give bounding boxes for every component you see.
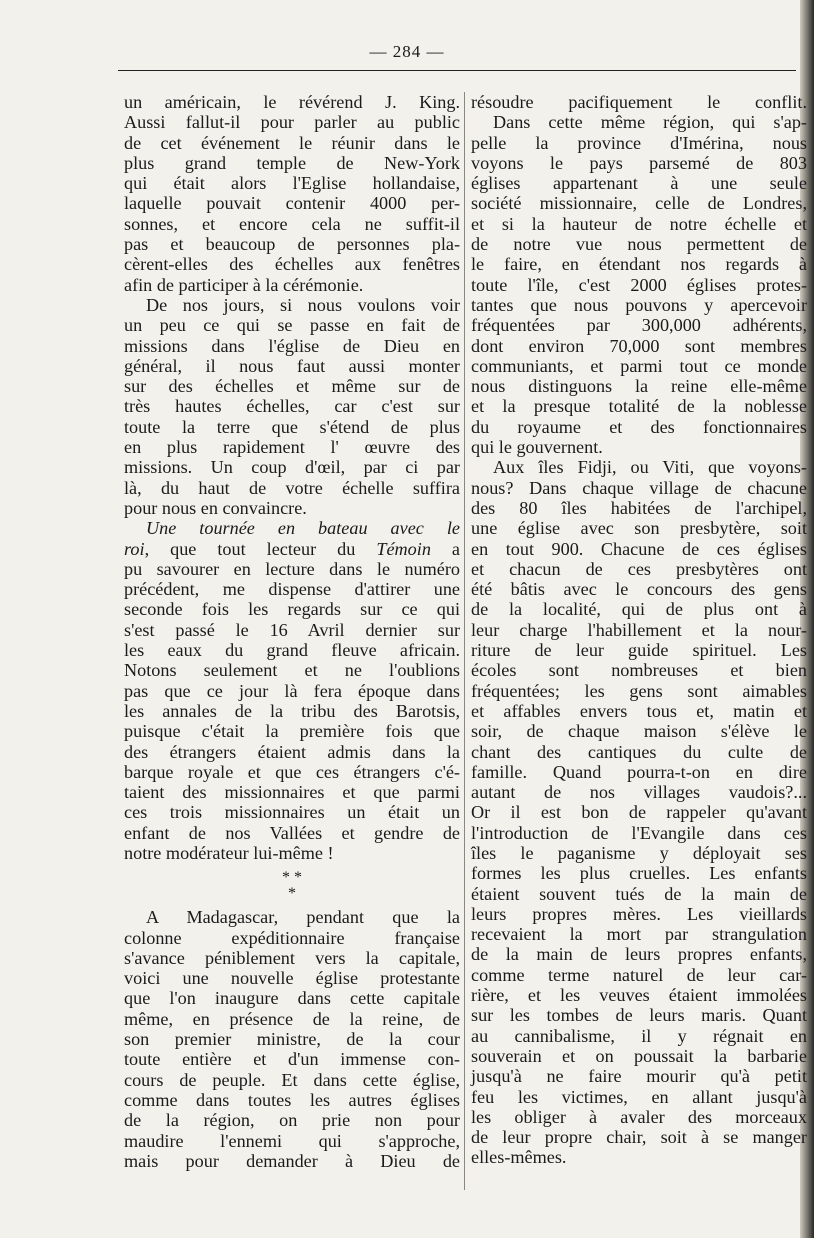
paragraph-line: un américain, le révérend J. King. bbox=[124, 92, 460, 112]
paragraph-line: une église avec son presbytère, soit bbox=[471, 518, 807, 539]
line-text: , que tout lecteur du bbox=[144, 538, 377, 559]
paragraph-line: s'est passé le 16 Avril dernier sur bbox=[124, 619, 460, 640]
paragraph-line: au cannibalisme, il y régnait en bbox=[471, 1025, 807, 1046]
paragraph-line: et affables envers tous et, matin et bbox=[471, 700, 807, 721]
temoin-italic: Témoin bbox=[376, 538, 431, 559]
paragraph-line: pas et beaucoup de personnes pla- bbox=[124, 234, 460, 255]
paragraph-line: barque royale et que ces étrangers c'é- bbox=[124, 761, 460, 782]
paragraph-line: leur charge l'habillement et la nour- bbox=[471, 619, 807, 640]
paragraph-line: nous distinguons la reine elle-même bbox=[471, 376, 807, 397]
paragraph-line: communiants, et parmi tout ce monde bbox=[471, 355, 807, 376]
paragraph-line: en plus rapidement l' œuvre des bbox=[124, 437, 460, 458]
paragraph-line: des 80 îles habitées de l'archipel, bbox=[471, 497, 807, 518]
paragraph-line: missions. Un coup d'œil, par ci par bbox=[124, 457, 460, 478]
paragraph-line: comme dans toutes les autres églises bbox=[124, 1089, 460, 1110]
paragraph-line: puisque c'était la première fois que bbox=[124, 721, 460, 742]
paragraph-line: de leur propre chair, soit à se manger bbox=[471, 1127, 807, 1148]
paragraph-line: que l'on inaugure dans cette capitale bbox=[124, 988, 460, 1009]
paragraph-line: pelle la province d'Imérina, nous bbox=[471, 132, 807, 153]
paragraph-line: missions dans l'église de Dieu en bbox=[124, 335, 460, 356]
paragraph-line: maudire l'ennemi qui s'approche, bbox=[124, 1130, 460, 1151]
paragraph-line: colonne expéditionnaire française bbox=[124, 927, 460, 948]
paragraph-line: chant des cantiques du culte de bbox=[471, 741, 807, 762]
paragraph-line: écoles sont nombreuses et bien bbox=[471, 660, 807, 681]
paragraph-line: plus grand temple de New-York bbox=[124, 152, 460, 173]
paragraph-line: et la presque totalité de la noblesse bbox=[471, 396, 807, 417]
paragraph-line: ces trois missionnaires un était un bbox=[124, 802, 460, 823]
paragraph-line: cours de peuple. Et dans cette église, bbox=[124, 1069, 460, 1090]
paragraph-line: dont environ 70,000 sont membres bbox=[471, 335, 807, 356]
paragraph-line: précédent, me dispense d'attirer une bbox=[124, 579, 460, 600]
paragraph-line: son premier ministre, de la cour bbox=[124, 1029, 460, 1050]
left-paragraph-3 bbox=[124, 518, 460, 863]
paragraph-line: notre modérateur lui-même ! bbox=[124, 842, 334, 863]
paragraph-line: de notre vue nous permettent de bbox=[471, 234, 807, 255]
paragraph-line: seconde fois les regards sur ce qui bbox=[124, 599, 460, 620]
paragraph-line: A Madagascar, pendant que la bbox=[146, 907, 460, 928]
paragraph-line: riture de leur guide spirituel. Les bbox=[471, 640, 807, 661]
paragraph-line: résoudre pacifiquement le conflit. bbox=[471, 92, 807, 112]
paragraph-line: rière, et les veuves étaient immolées bbox=[471, 985, 807, 1006]
paragraph-line: s'avance péniblement vers la capitale, bbox=[124, 947, 460, 968]
paragraph-line: un peu ce qui se passe en fait de bbox=[124, 315, 460, 336]
paragraph-line: De nos jours, si nous voulons voir bbox=[146, 294, 460, 315]
roi-italic: roi bbox=[124, 538, 145, 559]
paragraph-line: et si la hauteur de notre échelle et bbox=[471, 213, 807, 234]
paragraph-line: là, du haut de votre échelle suffira bbox=[124, 477, 460, 498]
paragraph-line: très hautes échelles, car c'est sur bbox=[124, 396, 460, 417]
paragraph-line: îles le paganisme y déployait ses bbox=[471, 842, 807, 863]
left-column bbox=[124, 92, 460, 1171]
header-rule bbox=[118, 70, 796, 71]
paragraph-line: des étrangers étaient admis dans la bbox=[124, 741, 460, 762]
paragraph-line: taient des missionnaires et que parmi bbox=[124, 782, 460, 803]
right-paragraph-3 bbox=[471, 457, 807, 1167]
paragraph-line: général, il nous faut aussi monter bbox=[124, 355, 460, 376]
paragraph-line: famille. Quand pourra-t-on en dire bbox=[471, 761, 807, 782]
paragraph-line: Notons seulement et ne l'oublions bbox=[124, 660, 460, 681]
paragraph-line: comme terme naturel de leur car- bbox=[471, 964, 807, 985]
paragraph-line: sur des échelles et même sur de bbox=[124, 376, 460, 397]
paragraph-line: pour nous en convaincre. bbox=[124, 497, 307, 518]
paragraph-line: Aux îles Fidji, ou Viti, que voyons- bbox=[493, 457, 807, 478]
paragraph-line: pu savourer en lecture dans le numéro bbox=[124, 558, 460, 579]
paragraph-line: et chacun de ces presbytères ont bbox=[471, 558, 807, 579]
paragraph-line: qui le gouvernent. bbox=[471, 437, 603, 458]
left-paragraph-4 bbox=[124, 907, 460, 1171]
paragraph-line: Aussi fallut-il pour parler au public bbox=[124, 112, 460, 133]
paragraph-line: de la main de leurs propres enfants, bbox=[471, 944, 807, 965]
left-paragraph-1 bbox=[124, 92, 460, 295]
paragraph-line: en tout 900. Chacune de ces églises bbox=[471, 538, 807, 559]
paragraph-line: voici une nouvelle église protestante bbox=[124, 968, 460, 989]
paragraph-line: fréquentées par 300,000 adhérents, bbox=[471, 315, 807, 336]
paragraph-line: les eaux du grand fleuve africain. bbox=[124, 640, 460, 661]
left-paragraph-2 bbox=[124, 295, 460, 518]
paragraph-line: pas que ce jour là fera époque dans bbox=[124, 680, 460, 701]
paragraph-line: sonnes, et encore cela ne suffit-il bbox=[124, 213, 460, 234]
paragraph-line: Dans cette même région, qui s'ap- bbox=[493, 112, 807, 133]
paragraph-line: soir, de chaque maison s'élève le bbox=[471, 721, 807, 742]
right-paragraph-2 bbox=[471, 112, 807, 457]
article-title-italic: Une tournée en bateau avec le bbox=[146, 518, 460, 539]
paragraph-line bbox=[124, 518, 460, 538]
right-column bbox=[471, 92, 807, 1168]
right-paragraph-1 bbox=[471, 92, 807, 112]
paragraph-line: souverain et on poussait la barbarie bbox=[471, 1045, 807, 1066]
paragraph-line: leurs propres mères. Les vieillards bbox=[471, 903, 807, 924]
paragraph-line: sur les tombes de leurs maris. Quant bbox=[471, 1005, 807, 1026]
page-number: — 284 — bbox=[369, 42, 445, 61]
paragraph-line: elles-mêmes. bbox=[471, 1147, 567, 1168]
section-stars-top: * * bbox=[282, 869, 302, 887]
paragraph-line: les obliger à avaler des morceaux bbox=[471, 1106, 807, 1127]
paragraph-line: mais pour demander à Dieu de bbox=[124, 1150, 460, 1171]
paragraph-line: l'introduction de l'Evangile dans ces bbox=[471, 822, 807, 843]
paragraph-line: été bâtis avec le concours des gens bbox=[471, 579, 807, 600]
line-text: a bbox=[430, 538, 460, 559]
paragraph-line: feu les victimes, en allant jusqu'à bbox=[471, 1086, 807, 1107]
paragraph-line: de la région, on prie non pour bbox=[124, 1110, 460, 1131]
paragraph-line: étaient souvent tués de la main de bbox=[471, 883, 807, 904]
paragraph-line: toute la terre que s'étend de plus bbox=[124, 416, 460, 437]
paragraph-line: tantes que nous pouvons y apercevoir bbox=[471, 294, 807, 315]
paragraph-line: toute entière et d'un immense con- bbox=[124, 1049, 460, 1070]
paragraph-line: même, en présence de la reine, de bbox=[124, 1008, 460, 1029]
paragraph-line bbox=[124, 539, 460, 559]
paragraph-line: autant de nos villages vaudois?... bbox=[471, 782, 807, 803]
paragraph-line: toute l'île, c'est 2000 églises protes- bbox=[471, 274, 807, 295]
paragraph-line: jusqu'à ne faire mourir qu'à petit bbox=[471, 1066, 807, 1087]
paragraph-line: nous? Dans chaque village de chacune bbox=[471, 477, 807, 498]
paragraph-line: les annales de la tribu des Barotsis, bbox=[124, 700, 460, 721]
paragraph-line: enfant de nos Vallées et gendre de bbox=[124, 822, 460, 843]
paragraph-line: Or il est bon de rappeler qu'avant bbox=[471, 802, 807, 823]
paragraph-line: société missionnaire, celle de Londres, bbox=[471, 193, 807, 214]
paragraph-line: cèrent-elles des échelles aux fenêtres bbox=[124, 254, 460, 275]
paragraph-line: de cet événement le réunir dans le bbox=[124, 132, 460, 153]
paragraph-line: afin de participer à la cérémonie. bbox=[124, 274, 364, 295]
paragraph-line: fréquentées; les gens sont aimables bbox=[471, 680, 807, 701]
paragraph-line: formes les plus cruelles. Les enfants bbox=[471, 863, 807, 884]
paragraph-line: voyons le pays parsemé de 803 bbox=[471, 152, 807, 173]
section-stars-bottom: * bbox=[288, 885, 296, 903]
column-divider bbox=[464, 92, 465, 1190]
paragraph-line: recevaient la mort par strangulation bbox=[471, 924, 807, 945]
paragraph-line: de la localité, qui de plus ont à bbox=[471, 599, 807, 620]
paragraph-line: du royaume et des fonctionnaires bbox=[471, 416, 807, 437]
paragraph-line: le faire, en étendant nos regards à bbox=[471, 254, 807, 275]
paragraph-line: qui était alors l'Eglise hollandaise, bbox=[124, 173, 460, 194]
paragraph-line: églises appartenant à une seule bbox=[471, 173, 807, 194]
paragraph-line: laquelle pouvait contenir 4000 per- bbox=[124, 193, 460, 214]
